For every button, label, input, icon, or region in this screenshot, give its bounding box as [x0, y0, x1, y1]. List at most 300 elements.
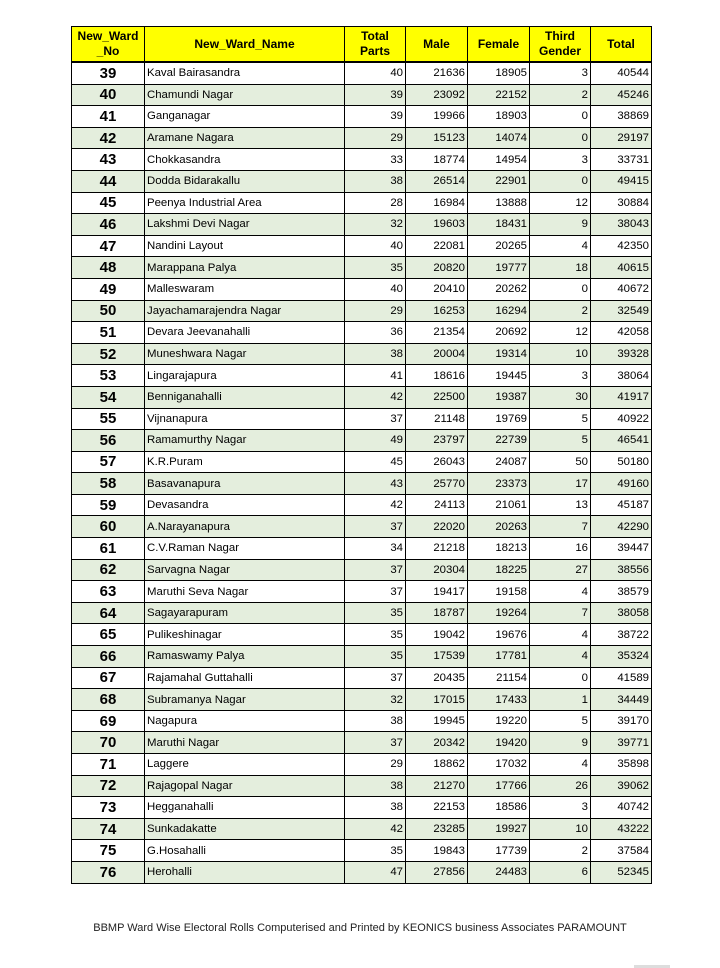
cell-ward-name: Pulikeshinagar — [145, 624, 345, 646]
cell-total-parts: 40 — [345, 62, 406, 84]
cell-male: 22500 — [406, 386, 468, 408]
cell-ward-no: 72 — [72, 775, 145, 797]
cell-total: 38869 — [591, 106, 652, 128]
cell-female: 19777 — [468, 257, 530, 279]
cell-female: 20265 — [468, 235, 530, 257]
cell-ward-name: Muneshwara Nagar — [145, 343, 345, 365]
cell-female: 18903 — [468, 106, 530, 128]
cell-total-parts: 38 — [345, 797, 406, 819]
ward-table — [71, 26, 652, 884]
cell-ward-name: Maruthi Nagar — [145, 732, 345, 754]
cell-total-parts: 42 — [345, 386, 406, 408]
cell-ward-no: 70 — [72, 732, 145, 754]
table-row — [72, 710, 652, 732]
cell-total-parts: 29 — [345, 754, 406, 776]
cell-total: 45187 — [591, 494, 652, 516]
cell-total-parts: 37 — [345, 559, 406, 581]
cell-female: 22739 — [468, 430, 530, 452]
cell-ward-no: 40 — [72, 84, 145, 106]
table-row — [72, 365, 652, 387]
table-row — [72, 235, 652, 257]
cell-female: 19769 — [468, 408, 530, 430]
table-row — [72, 840, 652, 862]
cell-ward-name: A.Narayanapura — [145, 516, 345, 538]
table-row — [72, 84, 652, 106]
cell-third-gender: 12 — [530, 322, 591, 344]
cell-male: 18787 — [406, 602, 468, 624]
table-row — [72, 214, 652, 236]
cell-total: 35324 — [591, 646, 652, 668]
cell-total-parts: 49 — [345, 430, 406, 452]
cell-total: 42350 — [591, 235, 652, 257]
cell-total: 49415 — [591, 170, 652, 192]
cell-third-gender: 4 — [530, 581, 591, 603]
cell-total: 30884 — [591, 192, 652, 214]
cell-third-gender: 16 — [530, 538, 591, 560]
cell-female: 14954 — [468, 149, 530, 171]
cell-ward-no: 63 — [72, 581, 145, 603]
cell-male: 20004 — [406, 343, 468, 365]
cell-female: 20263 — [468, 516, 530, 538]
cell-third-gender: 2 — [530, 840, 591, 862]
cell-male: 20820 — [406, 257, 468, 279]
cell-total: 39062 — [591, 775, 652, 797]
cell-total: 29197 — [591, 127, 652, 149]
cell-ward-name: Devara Jeevanahalli — [145, 322, 345, 344]
cell-total: 42290 — [591, 516, 652, 538]
table-row — [72, 300, 652, 322]
cell-female: 21061 — [468, 494, 530, 516]
cell-third-gender: 17 — [530, 473, 591, 495]
cell-ward-no: 66 — [72, 646, 145, 668]
cell-total-parts: 42 — [345, 494, 406, 516]
cell-total-parts: 42 — [345, 818, 406, 840]
cell-female: 22152 — [468, 84, 530, 106]
cell-ward-no: 47 — [72, 235, 145, 257]
cell-female: 18431 — [468, 214, 530, 236]
cell-total-parts: 39 — [345, 84, 406, 106]
cell-male: 19945 — [406, 710, 468, 732]
cell-third-gender: 5 — [530, 408, 591, 430]
table-row — [72, 602, 652, 624]
cell-female: 19676 — [468, 624, 530, 646]
cell-ward-name: Marappana Palya — [145, 257, 345, 279]
cell-third-gender: 13 — [530, 494, 591, 516]
cell-total: 32549 — [591, 300, 652, 322]
col-header-female: Female — [468, 27, 530, 63]
cell-third-gender: 7 — [530, 516, 591, 538]
table-row — [72, 62, 652, 84]
cell-total-parts: 37 — [345, 732, 406, 754]
cell-ward-name: G.Hosahalli — [145, 840, 345, 862]
cell-ward-no: 69 — [72, 710, 145, 732]
cell-ward-no: 45 — [72, 192, 145, 214]
cell-male: 18616 — [406, 365, 468, 387]
cell-ward-name: Ganganagar — [145, 106, 345, 128]
cell-ward-no: 55 — [72, 408, 145, 430]
table-row — [72, 624, 652, 646]
table-row — [72, 192, 652, 214]
cell-total: 45246 — [591, 84, 652, 106]
cell-male: 19966 — [406, 106, 468, 128]
cell-total: 50180 — [591, 451, 652, 473]
cell-ward-name: Devasandra — [145, 494, 345, 516]
cell-female: 24087 — [468, 451, 530, 473]
table-row — [72, 581, 652, 603]
cell-ward-no: 49 — [72, 278, 145, 300]
cell-total: 34449 — [591, 689, 652, 711]
cell-total: 38722 — [591, 624, 652, 646]
cell-third-gender: 0 — [530, 278, 591, 300]
cell-male: 20342 — [406, 732, 468, 754]
cell-male: 19603 — [406, 214, 468, 236]
cell-male: 17539 — [406, 646, 468, 668]
cell-third-gender: 12 — [530, 192, 591, 214]
cell-total-parts: 40 — [345, 235, 406, 257]
cell-total: 40615 — [591, 257, 652, 279]
cell-female: 21154 — [468, 667, 530, 689]
cell-ward-name: Lingarajapura — [145, 365, 345, 387]
cell-ward-name: Maruthi Seva Nagar — [145, 581, 345, 603]
col-header-male: Male — [406, 27, 468, 63]
cell-total-parts: 47 — [345, 861, 406, 883]
cell-total: 40922 — [591, 408, 652, 430]
table-row — [72, 818, 652, 840]
cell-ward-no: 46 — [72, 214, 145, 236]
cell-ward-name: Chokkasandra — [145, 149, 345, 171]
cell-female: 18213 — [468, 538, 530, 560]
table-row — [72, 170, 652, 192]
cell-female: 19220 — [468, 710, 530, 732]
table-row — [72, 775, 652, 797]
cell-female: 14074 — [468, 127, 530, 149]
cell-ward-name: Nagapura — [145, 710, 345, 732]
cell-ward-no: 61 — [72, 538, 145, 560]
cell-ward-no: 39 — [72, 62, 145, 84]
cell-total: 52345 — [591, 861, 652, 883]
footer-note: BBMP Ward Wise Electoral Rolls Computerised and Printed by KEONICS business Associates PARAMOUNT — [93, 922, 627, 934]
table-row — [72, 386, 652, 408]
cell-male: 24113 — [406, 494, 468, 516]
cell-ward-no: 74 — [72, 818, 145, 840]
cell-total: 49160 — [591, 473, 652, 495]
cell-ward-name: Nandini Layout — [145, 235, 345, 257]
cell-third-gender: 0 — [530, 127, 591, 149]
cell-ward-no: 54 — [72, 386, 145, 408]
cell-ward-no: 57 — [72, 451, 145, 473]
cell-third-gender: 4 — [530, 235, 591, 257]
cell-total-parts: 40 — [345, 278, 406, 300]
cell-female: 18225 — [468, 559, 530, 581]
cell-male: 19042 — [406, 624, 468, 646]
cell-ward-no: 76 — [72, 861, 145, 883]
table-row — [72, 797, 652, 819]
cell-male: 27856 — [406, 861, 468, 883]
cell-male: 26514 — [406, 170, 468, 192]
table-body — [72, 62, 652, 883]
cell-ward-name: Subramanya Nagar — [145, 689, 345, 711]
table-row — [72, 473, 652, 495]
cell-male: 20304 — [406, 559, 468, 581]
cell-ward-name: Vijnanapura — [145, 408, 345, 430]
cell-total-parts: 34 — [345, 538, 406, 560]
cell-ward-name: Rajagopal Nagar — [145, 775, 345, 797]
cell-female: 19445 — [468, 365, 530, 387]
cell-total: 41589 — [591, 667, 652, 689]
cell-female: 17781 — [468, 646, 530, 668]
cell-total-parts: 43 — [345, 473, 406, 495]
col-header-total-parts: Total Parts — [345, 27, 406, 63]
cell-ward-name: Lakshmi Devi Nagar — [145, 214, 345, 236]
cell-male: 21218 — [406, 538, 468, 560]
cell-third-gender: 30 — [530, 386, 591, 408]
table-row — [72, 127, 652, 149]
cell-total-parts: 37 — [345, 516, 406, 538]
table-row — [72, 408, 652, 430]
cell-third-gender: 1 — [530, 689, 591, 711]
cell-third-gender: 50 — [530, 451, 591, 473]
cell-third-gender: 4 — [530, 624, 591, 646]
cell-ward-name: Dodda Bidarakallu — [145, 170, 345, 192]
table-row — [72, 278, 652, 300]
cell-female: 19387 — [468, 386, 530, 408]
cell-third-gender: 3 — [530, 797, 591, 819]
cell-total-parts: 38 — [345, 775, 406, 797]
cell-female: 23373 — [468, 473, 530, 495]
cell-ward-name: K.R.Puram — [145, 451, 345, 473]
cell-male: 18774 — [406, 149, 468, 171]
cell-total-parts: 32 — [345, 689, 406, 711]
cell-female: 19314 — [468, 343, 530, 365]
table-row — [72, 257, 652, 279]
cell-ward-name: Sunkadakatte — [145, 818, 345, 840]
cell-female: 13888 — [468, 192, 530, 214]
cell-ward-no: 52 — [72, 343, 145, 365]
cell-third-gender: 9 — [530, 732, 591, 754]
cell-third-gender: 2 — [530, 84, 591, 106]
col-header-ward-no: New_Ward _No — [72, 27, 145, 63]
cell-total: 39328 — [591, 343, 652, 365]
table-row — [72, 646, 652, 668]
cell-male: 15123 — [406, 127, 468, 149]
cell-ward-name: Ramaswamy Palya — [145, 646, 345, 668]
cell-third-gender: 27 — [530, 559, 591, 581]
cell-ward-name: Herohalli — [145, 861, 345, 883]
cell-total: 38064 — [591, 365, 652, 387]
cell-third-gender: 18 — [530, 257, 591, 279]
cell-ward-no: 68 — [72, 689, 145, 711]
cell-ward-name: Basavanapura — [145, 473, 345, 495]
cell-ward-name: Jayachamarajendra Nagar — [145, 300, 345, 322]
cell-third-gender: 0 — [530, 106, 591, 128]
cell-female: 24483 — [468, 861, 530, 883]
cell-third-gender: 4 — [530, 646, 591, 668]
table-row — [72, 516, 652, 538]
table-row — [72, 538, 652, 560]
cell-third-gender: 10 — [530, 818, 591, 840]
cell-total: 38579 — [591, 581, 652, 603]
cell-third-gender: 4 — [530, 754, 591, 776]
table-header — [72, 27, 652, 63]
cell-male: 21636 — [406, 62, 468, 84]
cell-ward-name: Malleswaram — [145, 278, 345, 300]
cell-male: 20435 — [406, 667, 468, 689]
cell-total-parts: 35 — [345, 646, 406, 668]
cell-female: 19927 — [468, 818, 530, 840]
table-row — [72, 106, 652, 128]
cell-third-gender: 3 — [530, 62, 591, 84]
cell-ward-no: 75 — [72, 840, 145, 862]
cell-female: 16294 — [468, 300, 530, 322]
cell-total: 41917 — [591, 386, 652, 408]
cell-male: 21148 — [406, 408, 468, 430]
table-row — [72, 322, 652, 344]
cell-male: 21270 — [406, 775, 468, 797]
cell-total-parts: 41 — [345, 365, 406, 387]
table-row — [72, 754, 652, 776]
cell-male: 22081 — [406, 235, 468, 257]
cell-third-gender: 26 — [530, 775, 591, 797]
cell-female: 22901 — [468, 170, 530, 192]
cell-male: 21354 — [406, 322, 468, 344]
cell-female: 17739 — [468, 840, 530, 862]
cell-total-parts: 38 — [345, 710, 406, 732]
cell-ward-no: 53 — [72, 365, 145, 387]
cell-total-parts: 37 — [345, 581, 406, 603]
cell-total-parts: 38 — [345, 343, 406, 365]
cell-total: 39771 — [591, 732, 652, 754]
cell-ward-name: Benniganahalli — [145, 386, 345, 408]
cell-third-gender: 5 — [530, 430, 591, 452]
cell-male: 22153 — [406, 797, 468, 819]
cell-male: 23797 — [406, 430, 468, 452]
table-row — [72, 494, 652, 516]
cell-ward-no: 48 — [72, 257, 145, 279]
cell-total: 38556 — [591, 559, 652, 581]
cell-female: 20692 — [468, 322, 530, 344]
cell-total-parts: 28 — [345, 192, 406, 214]
cell-ward-no: 41 — [72, 106, 145, 128]
cell-total: 43222 — [591, 818, 652, 840]
cell-ward-name: Sarvagna Nagar — [145, 559, 345, 581]
cell-ward-no: 59 — [72, 494, 145, 516]
cell-female: 19420 — [468, 732, 530, 754]
cell-total: 33731 — [591, 149, 652, 171]
cell-ward-name: Laggere — [145, 754, 345, 776]
cell-total-parts: 33 — [345, 149, 406, 171]
cell-total: 40742 — [591, 797, 652, 819]
cell-male: 22020 — [406, 516, 468, 538]
cell-ward-no: 44 — [72, 170, 145, 192]
cell-ward-name: Aramane Nagara — [145, 127, 345, 149]
cell-ward-no: 50 — [72, 300, 145, 322]
cell-third-gender: 3 — [530, 365, 591, 387]
col-header-ward-name: New_Ward_Name — [145, 27, 345, 63]
cell-total-parts: 29 — [345, 127, 406, 149]
cell-female: 20262 — [468, 278, 530, 300]
cell-third-gender: 10 — [530, 343, 591, 365]
cell-female: 18586 — [468, 797, 530, 819]
cell-total: 37584 — [591, 840, 652, 862]
cell-total-parts: 38 — [345, 170, 406, 192]
header-row — [72, 27, 652, 63]
table-row — [72, 430, 652, 452]
cell-total-parts: 37 — [345, 408, 406, 430]
cell-ward-no: 42 — [72, 127, 145, 149]
cell-third-gender: 0 — [530, 667, 591, 689]
cell-female: 17766 — [468, 775, 530, 797]
col-header-third-gender: Third Gender — [530, 27, 591, 63]
cell-ward-name: Sagayarapuram — [145, 602, 345, 624]
cell-total-parts: 36 — [345, 322, 406, 344]
cell-total-parts: 35 — [345, 840, 406, 862]
cell-ward-no: 64 — [72, 602, 145, 624]
cell-total: 38043 — [591, 214, 652, 236]
cell-total: 39447 — [591, 538, 652, 560]
table-row — [72, 861, 652, 883]
cell-ward-name: Kaval Bairasandra — [145, 62, 345, 84]
cell-ward-no: 60 — [72, 516, 145, 538]
cell-ward-name: Hegganahalli — [145, 797, 345, 819]
cell-male: 19417 — [406, 581, 468, 603]
cell-ward-no: 43 — [72, 149, 145, 171]
cell-total: 38058 — [591, 602, 652, 624]
cell-male: 16253 — [406, 300, 468, 322]
cell-ward-no: 58 — [72, 473, 145, 495]
cell-total: 46541 — [591, 430, 652, 452]
cell-total-parts: 32 — [345, 214, 406, 236]
cell-total-parts: 39 — [345, 106, 406, 128]
cell-third-gender: 7 — [530, 602, 591, 624]
cell-total: 40672 — [591, 278, 652, 300]
cell-male: 26043 — [406, 451, 468, 473]
cell-total-parts: 29 — [345, 300, 406, 322]
cell-female: 19158 — [468, 581, 530, 603]
table-row — [72, 149, 652, 171]
cell-total: 42058 — [591, 322, 652, 344]
cell-third-gender: 3 — [530, 149, 591, 171]
cell-ward-name: Peenya Industrial Area — [145, 192, 345, 214]
cell-male: 23092 — [406, 84, 468, 106]
cell-female: 19264 — [468, 602, 530, 624]
cell-ward-no: 71 — [72, 754, 145, 776]
cell-ward-no: 62 — [72, 559, 145, 581]
table-row — [72, 732, 652, 754]
cell-ward-name: Chamundi Nagar — [145, 84, 345, 106]
cell-female: 17032 — [468, 754, 530, 776]
cell-male: 16984 — [406, 192, 468, 214]
cell-ward-no: 56 — [72, 430, 145, 452]
cell-total-parts: 35 — [345, 624, 406, 646]
cell-third-gender: 6 — [530, 861, 591, 883]
cell-ward-no: 51 — [72, 322, 145, 344]
cell-ward-name: C.V.Raman Nagar — [145, 538, 345, 560]
cell-ward-name: Ramamurthy Nagar — [145, 430, 345, 452]
cell-male: 19843 — [406, 840, 468, 862]
cell-ward-no: 67 — [72, 667, 145, 689]
cell-ward-name: Rajamahal Guttahalli — [145, 667, 345, 689]
table-row — [72, 667, 652, 689]
cell-female: 18905 — [468, 62, 530, 84]
cell-male: 18862 — [406, 754, 468, 776]
cell-ward-no: 65 — [72, 624, 145, 646]
cell-total-parts: 35 — [345, 257, 406, 279]
table-row — [72, 689, 652, 711]
cell-total: 39170 — [591, 710, 652, 732]
cell-total: 40544 — [591, 62, 652, 84]
cell-total-parts: 35 — [345, 602, 406, 624]
cell-third-gender: 5 — [530, 710, 591, 732]
